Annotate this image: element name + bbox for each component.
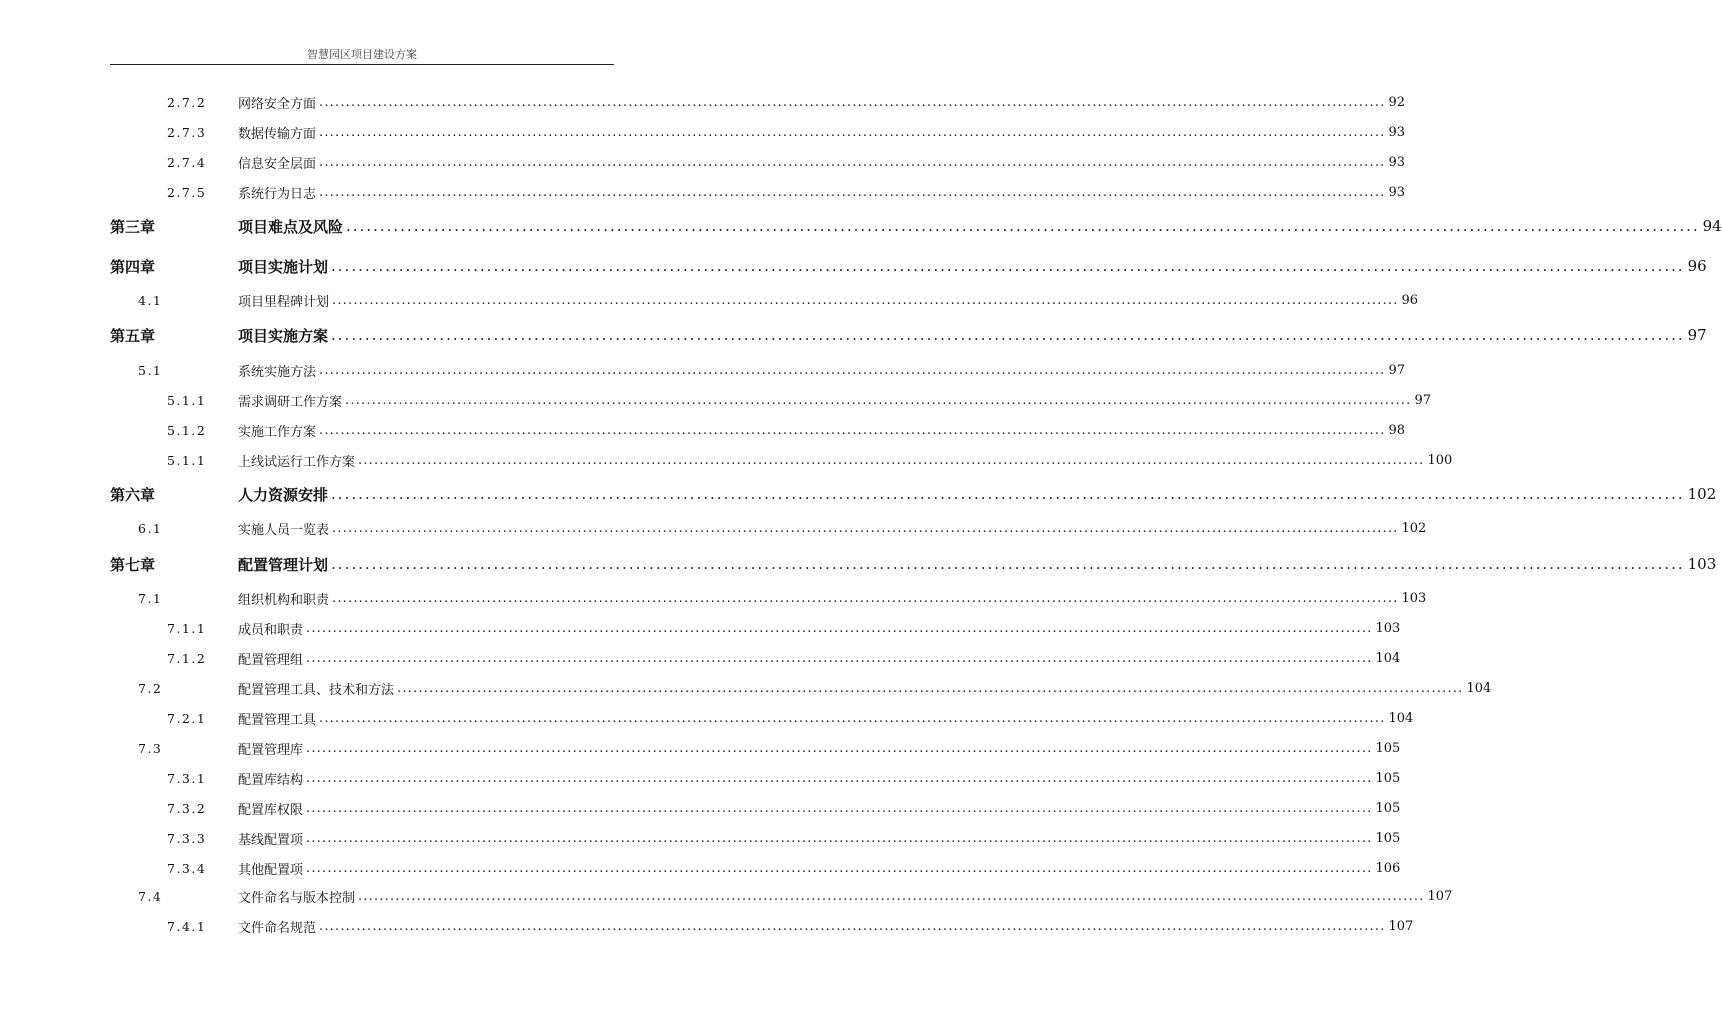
toc-entry-number: 第五章 bbox=[110, 326, 156, 345]
toc-entry-page-number: 104 bbox=[1466, 680, 1492, 696]
toc-entry[interactable] bbox=[0, 449, 1453, 471]
toc-entry-page-number: 94 bbox=[1702, 217, 1722, 235]
toc-entry-page-number: 103 bbox=[1401, 590, 1427, 606]
toc-entry-number: 7.2 bbox=[138, 680, 163, 696]
toc-entry-line bbox=[238, 679, 1492, 698]
toc-entry-title: 文件命名规范 bbox=[238, 920, 317, 936]
toc-entry-line bbox=[238, 619, 1401, 638]
toc-entry-page-number: 96 bbox=[1687, 257, 1707, 275]
toc-entry-title: 需求调研工作方案 bbox=[238, 394, 343, 410]
toc-entry[interactable] bbox=[0, 587, 1427, 609]
toc-entry-number: 7.4.1 bbox=[167, 918, 207, 934]
toc-entry-line bbox=[238, 256, 1707, 277]
toc-entry-title: 文件命名与版本控制 bbox=[238, 890, 356, 906]
toc-entry-title: 人力资源安排 bbox=[238, 485, 329, 504]
toc-leader-dots: ........................................................................................................................................................................................................ bbox=[332, 520, 1399, 536]
toc-entry[interactable] bbox=[0, 915, 1414, 937]
toc-leader-dots: ........................................................................................................................................................................................................ bbox=[346, 217, 1700, 235]
toc-entry-title: 配置管理工具 bbox=[238, 712, 317, 728]
toc-entry-number: 5.1.2 bbox=[167, 422, 207, 438]
toc-entry-title: 成员和职责 bbox=[238, 622, 304, 638]
toc-entry-number: 2.7.4 bbox=[167, 154, 207, 170]
toc-leader-dots: ........................................................................................................................................................................................................ bbox=[397, 680, 1464, 696]
toc-entry-title: 项目里程碑计划 bbox=[238, 294, 330, 310]
toc-leader-dots: ........................................................................................................................................................................................................ bbox=[306, 650, 1373, 666]
toc-leader-dots: ........................................................................................................................................................................................................ bbox=[319, 710, 1386, 726]
toc-leader-dots: ........................................................................................................................................................................................................ bbox=[332, 292, 1399, 308]
toc-entry-line bbox=[238, 93, 1406, 112]
toc-leader-dots: ........................................................................................................................................................................................................ bbox=[358, 888, 1425, 904]
toc-entry-number: 7.3.1 bbox=[167, 770, 207, 786]
toc-entry-page-number: 97 bbox=[1687, 326, 1707, 344]
toc-entry-title: 基线配置项 bbox=[238, 832, 304, 848]
toc-entry-page-number: 92 bbox=[1388, 94, 1406, 110]
toc-entry-page-number: 97 bbox=[1414, 392, 1432, 408]
toc-entry-page-number: 102 bbox=[1687, 485, 1717, 503]
toc-entry-title: 配置管理计划 bbox=[238, 555, 329, 574]
toc-entry-title: 数据传输方面 bbox=[238, 126, 317, 142]
toc-leader-dots: ........................................................................................................................................................................................................ bbox=[331, 326, 1685, 344]
toc-entry-page-number: 93 bbox=[1388, 184, 1406, 200]
toc-entry-line bbox=[238, 519, 1427, 538]
toc-entry-line bbox=[238, 153, 1406, 172]
toc-entry-number: 7.3.3 bbox=[167, 830, 207, 846]
toc-entry-number: 5.1.1 bbox=[167, 392, 207, 408]
toc-entry-number: 2.7.3 bbox=[167, 124, 207, 140]
toc-entry-line bbox=[238, 554, 1717, 575]
toc-entry-line bbox=[238, 361, 1406, 380]
toc-entry-number: 第四章 bbox=[110, 257, 156, 276]
toc-entry-line bbox=[238, 451, 1453, 470]
toc-entry[interactable] bbox=[0, 885, 1453, 907]
toc-entry-line bbox=[238, 829, 1401, 848]
toc-entry-page-number: 105 bbox=[1375, 830, 1401, 846]
toc-entry-line bbox=[238, 216, 1722, 237]
toc-entry-page-number: 105 bbox=[1375, 770, 1401, 786]
toc-entry-line bbox=[238, 859, 1401, 878]
toc-entry-page-number: 102 bbox=[1401, 520, 1427, 536]
toc-leader-dots: ........................................................................................................................................................................................................ bbox=[319, 124, 1386, 140]
toc-entry-title: 配置管理工具、技术和方法 bbox=[238, 682, 395, 698]
toc-entry-line bbox=[238, 917, 1414, 936]
toc-entry-page-number: 105 bbox=[1375, 800, 1401, 816]
toc-entry-number: 7.2.1 bbox=[167, 710, 207, 726]
toc-chapter-entry[interactable] bbox=[0, 483, 1717, 505]
toc-entry-line bbox=[238, 739, 1401, 758]
toc-entry-page-number: 106 bbox=[1375, 860, 1401, 876]
toc-entry-page-number: 93 bbox=[1388, 154, 1406, 170]
toc-entry-line bbox=[238, 391, 1432, 410]
toc-entry-page-number: 100 bbox=[1427, 452, 1453, 468]
toc-chapter-entry[interactable] bbox=[0, 553, 1717, 575]
toc-entry[interactable] bbox=[0, 677, 1492, 699]
toc-entry-title: 实施人员一览表 bbox=[238, 522, 330, 538]
toc-entry-number: 7.1.1 bbox=[167, 620, 207, 636]
toc-entry-number: 7.4 bbox=[138, 888, 163, 904]
toc-entry-page-number: 104 bbox=[1388, 710, 1414, 726]
toc-leader-dots: ........................................................................................................................................................................................................ bbox=[319, 154, 1386, 170]
toc-entry-title: 信息安全层面 bbox=[238, 156, 317, 172]
toc-entry[interactable] bbox=[0, 289, 1419, 311]
toc-entry-number: 2.7.5 bbox=[167, 184, 207, 200]
toc-leader-dots: ........................................................................................................................................................................................................ bbox=[331, 257, 1685, 275]
toc-entry[interactable] bbox=[0, 767, 1401, 789]
toc-entry-title: 配置管理组 bbox=[238, 652, 304, 668]
toc-entry-title: 网络安全方面 bbox=[238, 96, 317, 112]
toc-entry[interactable] bbox=[0, 121, 1406, 143]
page-header-title: 智慧园区项目建设方案 bbox=[307, 48, 417, 61]
toc-entry-page-number: 98 bbox=[1388, 422, 1406, 438]
toc-chapter-entry[interactable] bbox=[0, 215, 1722, 237]
toc-entry-page-number: 93 bbox=[1388, 124, 1406, 140]
toc-entry-number: 7.3.4 bbox=[167, 860, 207, 876]
toc-entry-number: 7.3 bbox=[138, 740, 163, 756]
toc-leader-dots: ........................................................................................................................................................................................................ bbox=[306, 830, 1373, 846]
toc-entry-title: 配置库结构 bbox=[238, 772, 304, 788]
toc-entry-page-number: 96 bbox=[1401, 292, 1419, 308]
toc-entry-title: 组织机构和职责 bbox=[238, 592, 330, 608]
toc-entry-line bbox=[238, 649, 1401, 668]
toc-entry-line bbox=[238, 325, 1707, 346]
toc-chapter-entry[interactable] bbox=[0, 255, 1707, 277]
toc-leader-dots: ........................................................................................................................................................................................................ bbox=[306, 770, 1373, 786]
toc-entry-number: 7.1.2 bbox=[167, 650, 207, 666]
toc-leader-dots: ........................................................................................................................................................................................................ bbox=[306, 620, 1373, 636]
toc-entry-number: 第三章 bbox=[110, 217, 156, 236]
toc-entry[interactable] bbox=[0, 359, 1406, 381]
toc-entry[interactable] bbox=[0, 707, 1414, 729]
toc-entry[interactable] bbox=[0, 91, 1406, 113]
toc-leader-dots: ........................................................................................................................................................................................................ bbox=[306, 800, 1373, 816]
toc-entry-line bbox=[238, 291, 1419, 310]
toc-entry-number: 6.1 bbox=[138, 520, 163, 536]
toc-entry[interactable] bbox=[0, 389, 1432, 411]
toc-leader-dots: ........................................................................................................................................................................................................ bbox=[319, 918, 1386, 934]
toc-entry-number: 4.1 bbox=[138, 292, 163, 308]
toc-entry-title: 项目实施计划 bbox=[238, 257, 329, 276]
toc-entry-number: 第七章 bbox=[110, 555, 156, 574]
toc-leader-dots: ........................................................................................................................................................................................................ bbox=[331, 555, 1685, 573]
toc-entry-line bbox=[238, 769, 1401, 788]
toc-entry-number: 5.1 bbox=[138, 362, 163, 378]
toc-entry-number: 7.3.2 bbox=[167, 800, 207, 816]
toc-leader-dots: ........................................................................................................................................................................................................ bbox=[319, 184, 1386, 200]
toc-leader-dots: ........................................................................................................................................................................................................ bbox=[319, 94, 1386, 110]
toc-entry-line bbox=[238, 421, 1406, 440]
toc-leader-dots: ........................................................................................................................................................................................................ bbox=[332, 590, 1399, 606]
toc-leader-dots: ........................................................................................................................................................................................................ bbox=[306, 740, 1373, 756]
toc-entry-page-number: 103 bbox=[1687, 555, 1717, 573]
toc-entry-title: 其他配置项 bbox=[238, 862, 304, 878]
toc-entry-page-number: 103 bbox=[1375, 620, 1401, 636]
toc-entry[interactable] bbox=[0, 181, 1406, 203]
toc-leader-dots: ........................................................................................................................................................................................................ bbox=[358, 452, 1425, 468]
toc-entry-title: 配置管理库 bbox=[238, 742, 304, 758]
toc-entry[interactable] bbox=[0, 419, 1406, 441]
toc-chapter-entry[interactable] bbox=[0, 324, 1707, 346]
toc-entry-page-number: 107 bbox=[1427, 888, 1453, 904]
toc-entry-line bbox=[238, 887, 1453, 906]
toc-leader-dots: ........................................................................................................................................................................................................ bbox=[319, 362, 1386, 378]
toc-entry-title: 实施工作方案 bbox=[238, 424, 317, 440]
toc-entry-line bbox=[238, 484, 1717, 505]
toc-entry[interactable] bbox=[0, 617, 1401, 639]
toc-entry-title: 上线试运行工作方案 bbox=[238, 454, 356, 470]
toc-entry[interactable] bbox=[0, 151, 1406, 173]
toc-entry-title: 配置库权限 bbox=[238, 802, 304, 818]
toc-entry[interactable] bbox=[0, 737, 1401, 759]
toc-entry-number: 2.7.2 bbox=[167, 94, 207, 110]
toc-entry-page-number: 105 bbox=[1375, 740, 1401, 756]
toc-entry-line bbox=[238, 183, 1406, 202]
toc-entry-title: 项目实施方案 bbox=[238, 326, 329, 345]
toc-entry[interactable] bbox=[0, 647, 1401, 669]
toc-entry-page-number: 97 bbox=[1388, 362, 1406, 378]
toc-entry-number: 5.1.1 bbox=[167, 452, 207, 468]
toc-entry-line bbox=[238, 799, 1401, 818]
toc-entry-line bbox=[238, 709, 1414, 728]
toc-entry[interactable] bbox=[0, 827, 1401, 849]
toc-entry-line bbox=[238, 589, 1427, 608]
toc-leader-dots: ........................................................................................................................................................................................................ bbox=[319, 422, 1386, 438]
toc-entry-line bbox=[238, 123, 1406, 142]
toc-entry-page-number: 107 bbox=[1388, 918, 1414, 934]
toc-entry-title: 系统实施方法 bbox=[238, 364, 317, 380]
toc-entry-page-number: 104 bbox=[1375, 650, 1401, 666]
toc-entry-number: 7.1 bbox=[138, 590, 163, 606]
toc-entry-number: 第六章 bbox=[110, 485, 156, 504]
toc-leader-dots: ........................................................................................................................................................................................................ bbox=[345, 392, 1412, 408]
toc-entry-title: 项目难点及风险 bbox=[238, 217, 344, 236]
toc-entry[interactable] bbox=[0, 857, 1401, 879]
toc-entry[interactable] bbox=[0, 517, 1427, 539]
toc-leader-dots: ........................................................................................................................................................................................................ bbox=[331, 485, 1685, 503]
toc-leader-dots: ........................................................................................................................................................................................................ bbox=[306, 860, 1373, 876]
toc-entry[interactable] bbox=[0, 797, 1401, 819]
toc-entry-title: 系统行为日志 bbox=[238, 186, 317, 202]
